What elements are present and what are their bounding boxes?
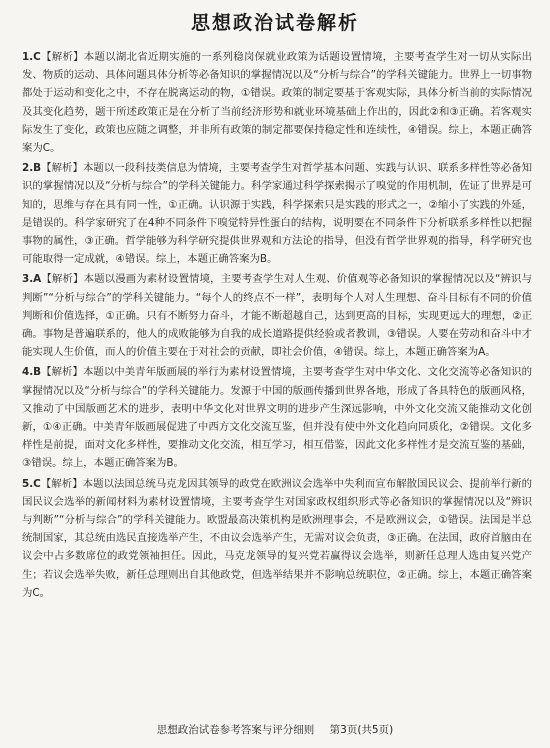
answer-text: 【解析】本题以漫画为素材设置情境，主要考查学生对人生观、价值观等必备知识的掌握情况以及“辨识与判断”“分析与综合”的学科关键能力。“每个人的终点不一样”，表明每个人对人生理想、奋斗目标有不同的价值判断和价值选择，①正确。只有不断努力奋斗，才能不断超越自己，达到更高的目标，实现更远大的理想，②正确。事物是普遍联系的，他人的成败能够为自我的成长道路提供经验或者教训，③错误。人要在劳动和奋斗中才能实现人生价值，而人的价值主要在于对社会的贡献，即社会价值，④错误。综上，本题正确答案为A。 — [22, 273, 532, 359]
footer-page-number: 第3页(共5页) — [329, 724, 394, 736]
answer-number: 3.A — [22, 273, 42, 286]
answer-number: 5.C — [22, 477, 41, 490]
answer-item-1 — [22, 48, 532, 157]
answer-paragraph — [22, 159, 532, 268]
answer-list — [22, 48, 532, 604]
answer-paragraph — [22, 475, 532, 602]
answer-text: 【解析】本题以中美青年版画展的举行为素材设置情境，主要考查学生对中华文化、文化交流等必备知识的掌握情况以及“分析与综合”的学科关键能力。发源于中国的版画传播到世界各地，形成了各具特色的版画风格，又推动了中国版画艺术的进步，表明中华文化对世界文明的进步产生深远影响，中外文化交流又能推动文化创新，①④正确。中美青年版画展促进了中西方文化交流互鉴，但并没有使中外文化趋向同质化，②错误。文化多样性是前提，面对文化多样性，要推动文化交流，相互学习，相互借鉴，因此文化多样性才是交流互鉴的基础，③错误。综上，本题正确答案为B。 — [22, 366, 532, 470]
answer-number: 1.C — [22, 51, 41, 63]
answer-text: 【解析】本题以一段科技类信息为情境，主要考查学生对哲学基本问题、实践与认识、联系多样性等必备知识的掌握情况以及“分析与综合”的学科关键能力。科学家通过科学探索揭示了嗅觉的作用机制，佐证了世界是可知的，思维与存在具有同一性，①正确。认识源于实践，科学探索只是实践的形式之一，②缩小了实践的外延，是错误的。科学家研究了在4种不同条件下嗅觉特异性蛋白的结构，说明要在不同条件下分析联系多样性以把握事物的属性，③正确。哲学能够为科学研究提供世界观和方法论的指导，但没有哲学世界观的指导，科学研究也可能取得一定成就，④错误。综上，本题正确答案为B。 — [22, 162, 532, 266]
answer-item-4 — [22, 363, 532, 472]
answer-number: 4.B — [22, 366, 42, 379]
answer-text: 【解析】本题以湖北省近期实施的一系列稳岗保就业政策为话题设置情境，主要考查学生对一切从实际出发、物质的运动、具体问题具体分析等必备知识的掌握情况以及“分析与综合”的学科关键能力。世界上一切事物都处于运动和变化之中，不存在脱离运动的物，①错误。政策的制定要基于客观实际，具体分析当前的实际情况及其变化趋势，题干所述政策正是在分析了当前经济形势和就业环境基础上作出的，因此②和③正确。若客观实际发生了变化，政策也应随之调整，并非所有政策的制定都要保持稳定性和连续性，④错误。综上，本题正确答案为C。 — [22, 51, 532, 155]
answer-item-3 — [22, 270, 532, 361]
answer-text: 【解析】本题以法国总统马克龙因其领导的政党在欧洲议会选举中失利而宣布解散国民议会、提前举行新的国民议会选举的新闻材料为素材设置情境，主要考查学生对国家政权组织形式等必备知识的掌握情况以及“辨识与判断”“分析与综合”的学科关键能力。欧盟最高决策机构是欧洲理事会，不是欧洲议会，①错误。法国是半总统制国家，其总统由选民直接选举产生，不由议会选举产生，无需对议会负责，③正确。在法国，政府首脑由在议会中占多数席位的政党领袖担任。因此，马克龙领导的复兴党若赢得议会选举，则新任总理人选由复兴党产生；若议会选举失败，新任总理则出自其他政党，但选举结果并不影响总统职位，②正确。综上，本题正确答案为C。 — [22, 477, 532, 599]
footer-doc-name: 思想政治试卷参考答案与评分细则 — [156, 724, 315, 736]
answer-number: 2.B — [22, 162, 42, 175]
answer-item-2 — [22, 159, 532, 268]
answer-paragraph — [22, 363, 532, 472]
page-footer — [0, 722, 550, 737]
page-title: 思想政治试卷解析 — [190, 12, 359, 34]
answer-item-5 — [22, 475, 532, 602]
answer-paragraph — [22, 48, 532, 157]
answer-paragraph — [22, 270, 532, 361]
